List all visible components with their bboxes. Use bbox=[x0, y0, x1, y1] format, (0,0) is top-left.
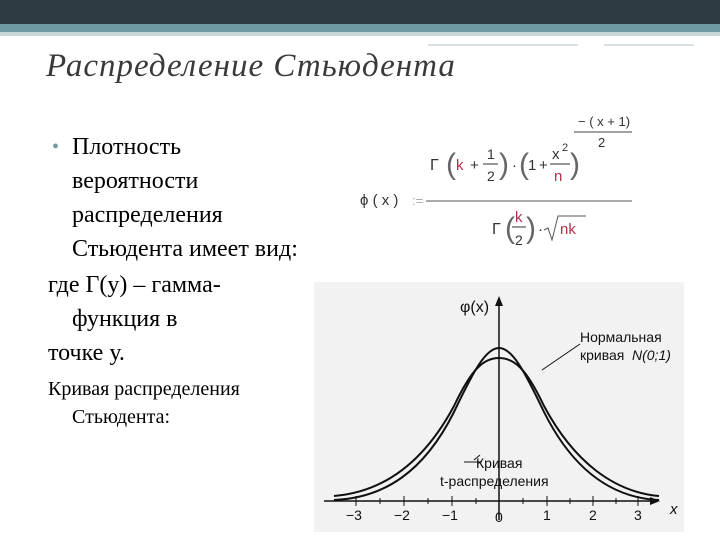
x-tick-label: 1 bbox=[543, 507, 551, 523]
x-tick-label: −1 bbox=[442, 507, 458, 523]
title-rule bbox=[604, 44, 694, 46]
bracket-left: ( bbox=[446, 148, 456, 181]
x-axis-label: x bbox=[670, 501, 678, 518]
formula-lhs: ϕ ( x ) bbox=[360, 192, 399, 209]
text-line: где Г(у) – гамма- bbox=[48, 272, 221, 298]
half-numerator: 1 bbox=[487, 146, 495, 162]
x-tick-label: −2 bbox=[394, 507, 410, 523]
text-line: вероятности bbox=[72, 168, 199, 194]
normal-curve-label: Нормальная bbox=[580, 329, 662, 345]
normal-label-pointer bbox=[542, 344, 580, 370]
exponent-denominator: 2 bbox=[598, 135, 606, 150]
square-exponent: 2 bbox=[562, 142, 569, 154]
text-line: распределения bbox=[72, 202, 223, 228]
bracket-left: ( bbox=[519, 148, 529, 181]
header-bar-dark bbox=[0, 0, 720, 24]
normal-curve-label: N(0;1) bbox=[632, 347, 671, 363]
text-line: Стьюдента: bbox=[72, 406, 171, 428]
x-tick-label: −3 bbox=[346, 507, 362, 523]
k-variable: k bbox=[456, 157, 464, 174]
t-curve-label: t-распределения bbox=[440, 473, 549, 489]
header-bar-light bbox=[0, 32, 720, 36]
one-term: 1 bbox=[528, 157, 537, 174]
n-variable: n bbox=[554, 168, 563, 185]
gamma-symbol: Γ bbox=[430, 157, 439, 174]
dot-operator: · bbox=[538, 221, 543, 238]
normal-curve-label: кривая bbox=[580, 347, 625, 363]
y-axis-arrow bbox=[495, 296, 503, 306]
two-denominator: 2 bbox=[515, 232, 523, 248]
x-tick-label: 3 bbox=[634, 507, 642, 523]
bracket-right: ) bbox=[570, 148, 580, 181]
formula-assign: := bbox=[412, 193, 424, 208]
x-variable: x bbox=[552, 146, 560, 163]
text-line: точке у. bbox=[48, 340, 125, 366]
bullet-marker: • bbox=[52, 136, 60, 158]
text-line: Кривая распределения bbox=[48, 378, 240, 400]
dot-operator: · bbox=[512, 157, 517, 174]
x-tick-label: 0 bbox=[495, 509, 503, 525]
t-curve-label: Кривая bbox=[476, 455, 523, 471]
slide-title: Распределение Стьюдента bbox=[46, 48, 456, 84]
title-rule bbox=[428, 44, 578, 46]
x-tick-label: 2 bbox=[589, 507, 597, 523]
bracket-right: ) bbox=[499, 148, 509, 181]
plus-sign: + bbox=[470, 157, 479, 174]
gamma-symbol: Γ bbox=[492, 221, 501, 238]
half-denominator: 2 bbox=[487, 168, 495, 184]
bracket-right: ) bbox=[526, 212, 536, 245]
k-variable: k bbox=[515, 209, 523, 226]
text-line: Стьюдента имеет вид: bbox=[72, 236, 298, 262]
text-line: Плотность bbox=[72, 134, 182, 160]
bracket-left: ( bbox=[505, 212, 515, 245]
distribution-graph bbox=[314, 282, 684, 532]
plus-sign: + bbox=[539, 157, 548, 174]
text-line: функция в bbox=[72, 306, 178, 332]
y-axis-label: φ(x) bbox=[460, 299, 490, 316]
exponent-numerator: − ( x + 1) bbox=[578, 114, 631, 129]
student-density-formula bbox=[360, 104, 650, 264]
nk-term: nk bbox=[560, 221, 576, 238]
header-bar-teal bbox=[0, 24, 720, 32]
x-axis-arrow bbox=[650, 497, 660, 505]
